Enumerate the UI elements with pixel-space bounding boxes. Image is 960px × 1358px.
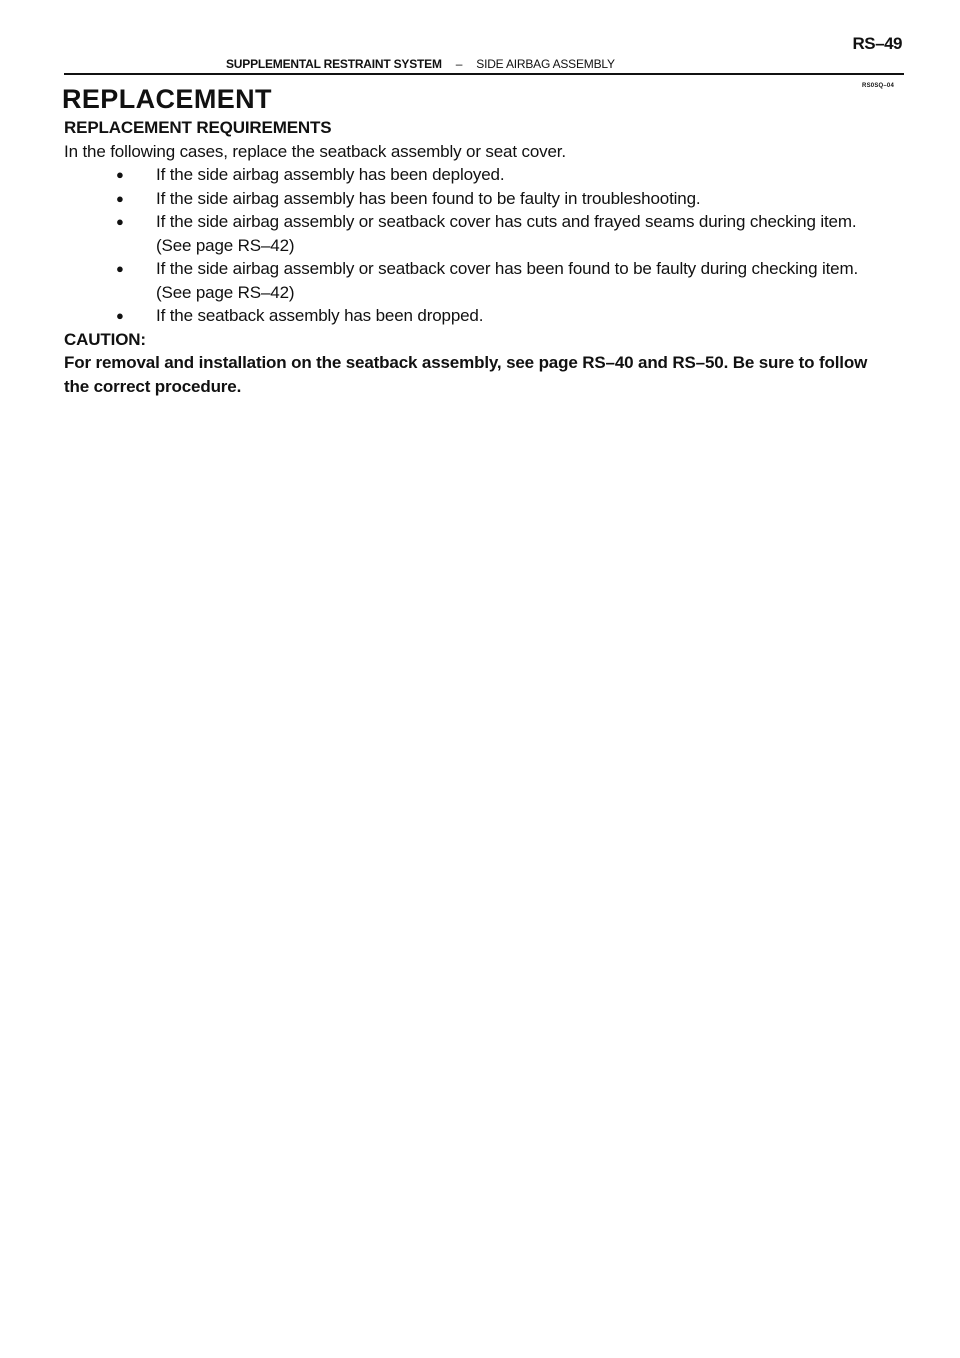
caution-text [64, 351, 909, 398]
replacement-content [64, 116, 909, 398]
requirements-heading: REPLACEMENT REQUIREMENTS [64, 118, 332, 137]
list-item-text: If the seatback assembly has been dropped. [156, 306, 484, 325]
list-item [64, 304, 909, 328]
list-item [64, 210, 909, 257]
bullet-icon: ● [116, 261, 124, 276]
page-number: RS–49 [852, 34, 902, 53]
header-separator: – [455, 57, 463, 71]
caution-text-line: For removal and installation on the seatback assembly, see page RS–40 and RS–50. Be sure to follow [64, 353, 868, 372]
requirements-list [64, 163, 909, 328]
list-item-text: If the side airbag assembly or seatback cover has been found to be faulty during checking item. [156, 259, 859, 278]
page-reference: (See page RS–42) [156, 282, 295, 302]
list-item [64, 187, 909, 211]
page-title: REPLACEMENT [62, 84, 272, 114]
page-reference: (See page RS–42) [156, 235, 295, 255]
header-section-title: SUPPLEMENTAL RESTRAINT SYSTEM [226, 57, 442, 71]
list-item [64, 163, 909, 187]
bullet-icon: ● [116, 308, 124, 323]
list-item-text: If the side airbag assembly or seatback cover has cuts and frayed seams during checking item. [156, 212, 857, 231]
requirements-intro: In the following cases, replace the seatback assembly or seat cover. [64, 141, 566, 161]
bullet-icon: ● [116, 190, 124, 206]
document-code: RS0SQ–04 [862, 83, 894, 89]
list-item-text: If the side airbag assembly has been found to be faulty in troubleshooting. [156, 188, 701, 208]
caution-text-line: the correct procedure. [64, 376, 242, 396]
bullet-icon: ● [116, 167, 124, 182]
header-subsection-title: SIDE AIRBAG ASSEMBLY [476, 57, 615, 71]
header-divider [64, 73, 904, 75]
caution-label: CAUTION: [64, 329, 146, 349]
list-item-text: If the side airbag assembly has been deployed. [156, 165, 505, 184]
list-item [64, 257, 909, 304]
bullet-icon: ● [116, 214, 124, 229]
running-header [226, 57, 615, 71]
